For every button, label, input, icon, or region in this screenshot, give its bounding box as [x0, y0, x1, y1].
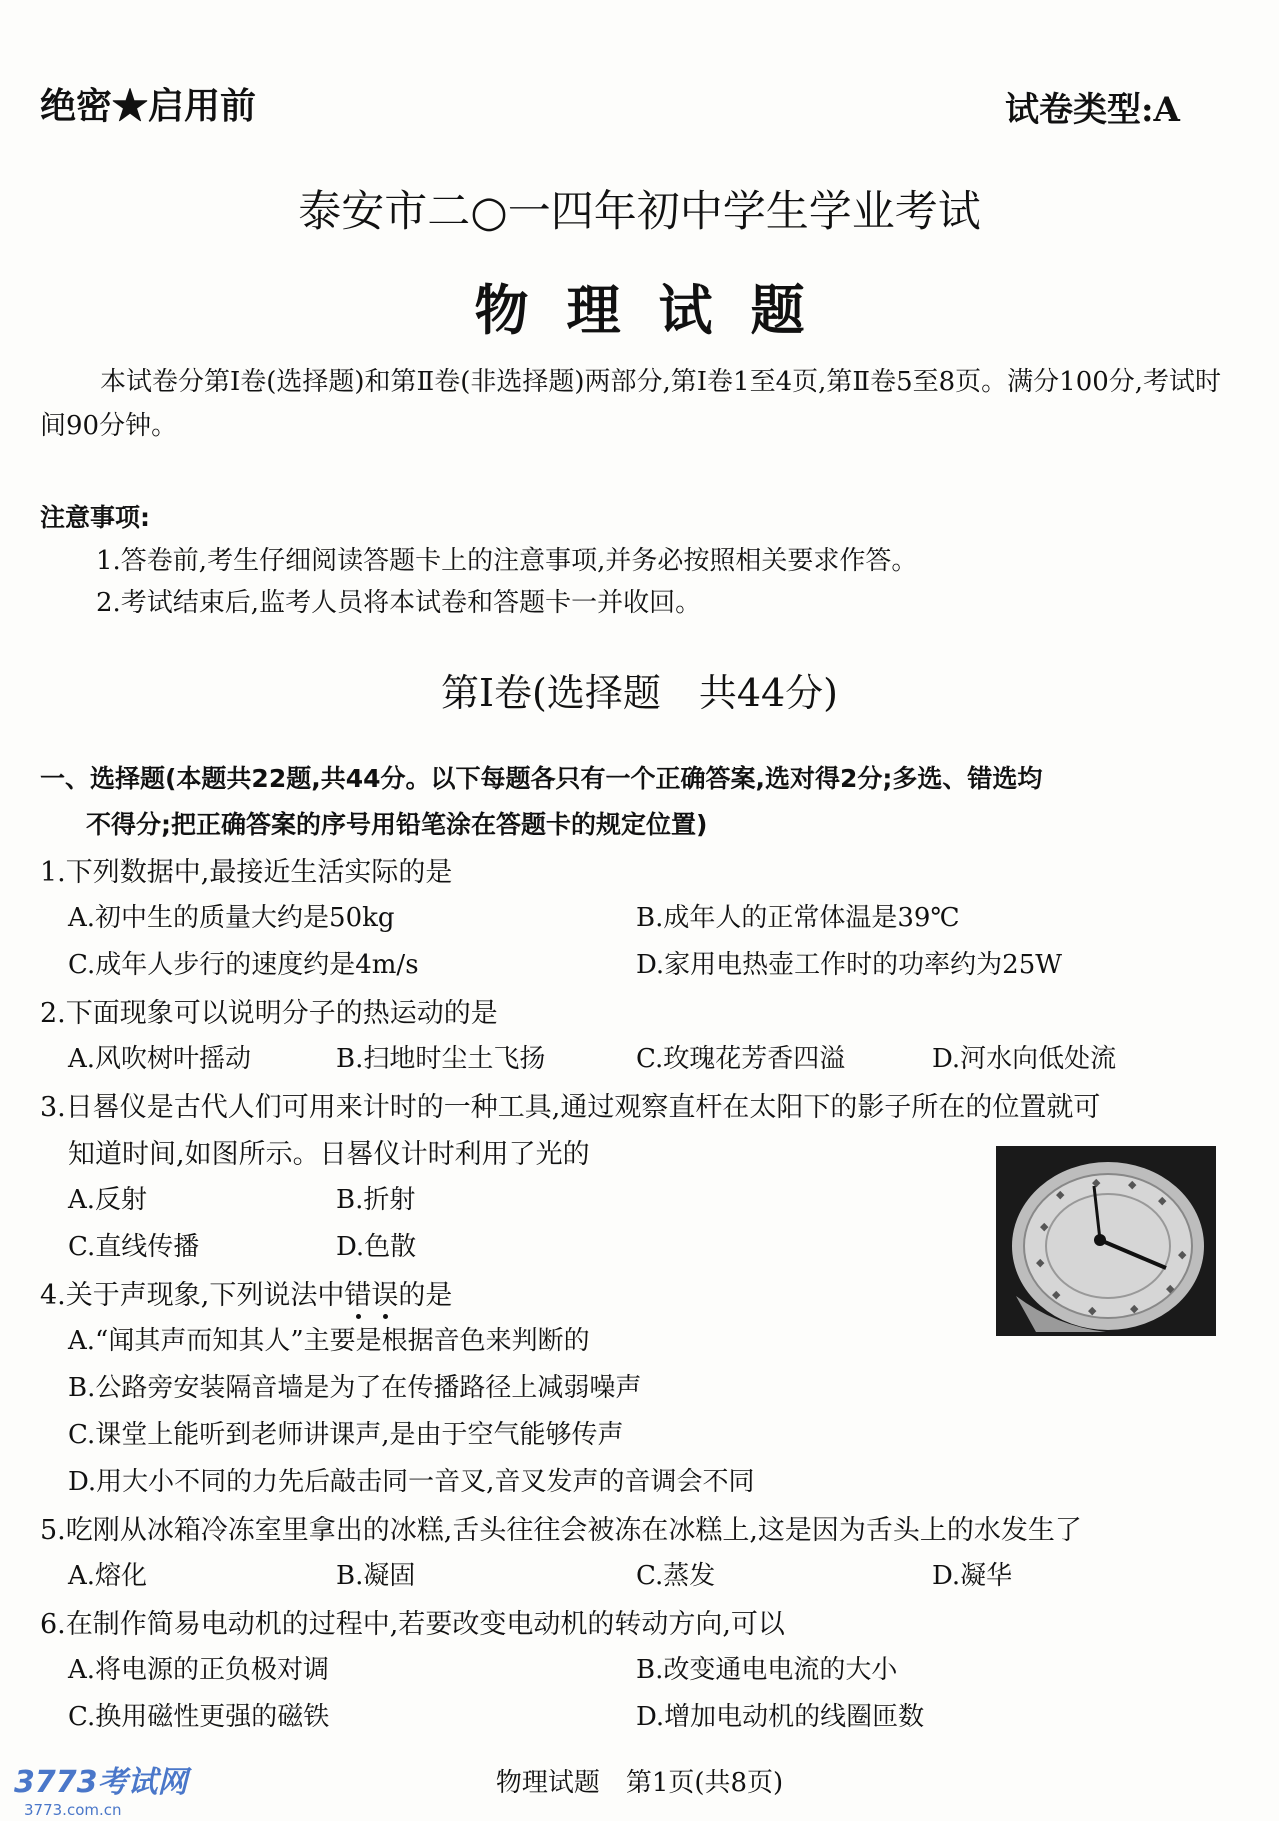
- page-footer: 物理试题 第1页(共8页): [495, 1768, 784, 1798]
- subject-title: 物理试题: [474, 278, 843, 342]
- question-6-option-b: B.改变通电电流的大小: [636, 1655, 898, 1685]
- question-3-option-a: A.反射: [68, 1185, 148, 1215]
- svg-text:◆: ◆: [1052, 1288, 1061, 1301]
- question-1-option-a: A.初中生的质量大约是50kg: [68, 903, 395, 933]
- question-5-option-b: B.凝固: [336, 1561, 416, 1591]
- question-2-option-c: C.玫瑰花芳香四溢: [636, 1044, 846, 1074]
- question-5-option-d: D.凝华: [932, 1561, 1013, 1591]
- watermark-main: 3773考试网: [14, 1765, 188, 1800]
- question-4-stem-prefix: 4.关于声现象,下列说法中: [40, 1280, 345, 1311]
- question-5-option-c: C.蒸发: [636, 1561, 716, 1591]
- svg-text:◆: ◆: [1166, 1282, 1175, 1295]
- svg-text:◆: ◆: [1092, 1176, 1101, 1189]
- question-5-option-a: A.熔化: [68, 1561, 148, 1591]
- part1-heading-line2: 不得分;把正确答案的序号用铅笔涂在答题卡的规定位置): [86, 810, 708, 839]
- question-3-stem-line2: 知道时间,如图所示。日晷仪计时利用了光的: [68, 1139, 590, 1170]
- notes-title: 注意事项:: [40, 503, 150, 532]
- question-6-option-a: A.将电源的正负极对调: [68, 1655, 330, 1685]
- watermark-sub: 3773.com.cn: [24, 1801, 122, 1819]
- sundial-figure: [996, 1146, 1216, 1336]
- question-4-option-b: B.公路旁安装隔音墙是为了在传播路径上减弱噪声: [68, 1373, 642, 1403]
- confidential-label: 绝密★启用前: [40, 85, 257, 127]
- section-title: 第Ⅰ卷(选择题 共44分): [440, 671, 838, 715]
- question-6-option-d: D.增加电动机的线圈匝数: [636, 1702, 925, 1732]
- svg-text:◆: ◆: [1040, 1220, 1049, 1233]
- question-4-stem-suffix: 的是: [398, 1280, 453, 1311]
- question-4-emphasis-2: 误: [371, 1280, 399, 1311]
- paper-type-label: 试卷类型:A: [1005, 90, 1180, 130]
- question-3-option-d: D.色散: [336, 1232, 417, 1262]
- svg-text:◆: ◆: [1178, 1248, 1187, 1261]
- question-4-option-c: C.课堂上能听到老师讲课声,是由于空气能够传声: [68, 1420, 624, 1450]
- svg-text:◆: ◆: [1130, 1302, 1139, 1315]
- intro-paragraph: 本试卷分第Ⅰ卷(选择题)和第Ⅱ卷(非选择题)两部分,第Ⅰ卷1至4页,第Ⅱ卷5至8页。满分100分,考试时间90分钟。: [40, 367, 1222, 441]
- svg-text:◆: ◆: [1158, 1194, 1167, 1207]
- question-4-option-d: D.用大小不同的力先后敲击同一音叉,音叉发声的音调会不同: [68, 1467, 755, 1497]
- question-1-stem: 1.下列数据中,最接近生活实际的是: [40, 857, 453, 888]
- question-2-option-d: D.河水向低处流: [932, 1044, 1117, 1074]
- question-5-stem: 5.吃刚从冰箱冷冻室里拿出的冰糕,舌头往往会被冻在冰糕上,这是因为舌头上的水发生了: [40, 1515, 1082, 1546]
- svg-text:◆: ◆: [1036, 1256, 1045, 1269]
- question-3-option-c: C.直线传播: [68, 1232, 200, 1262]
- question-3-option-b: B.折射: [336, 1185, 416, 1215]
- question-1-option-d: D.家用电热壶工作时的功率约为25W: [636, 950, 1062, 980]
- question-2-option-b: B.扫地时尘土飞扬: [336, 1044, 546, 1074]
- question-2-stem: 2.下面现象可以说明分子的热运动的是: [40, 998, 498, 1029]
- part1-heading-line1: 一、选择题(本题共22题,共44分。以下每题各只有一个正确答案,选对得2分;多选、错选均: [40, 764, 1043, 793]
- note-item: 2.考试结束后,监考人员将本试卷和答题卡一并收回。: [96, 588, 702, 618]
- svg-text:◆: ◆: [1088, 1304, 1097, 1317]
- svg-text:◆: ◆: [1056, 1188, 1065, 1201]
- question-2-option-a: A.风吹树叶摇动: [68, 1044, 252, 1074]
- question-4-emphasis-1: 错: [344, 1280, 372, 1311]
- svg-text:◆: ◆: [1128, 1178, 1137, 1191]
- watermark-logo: [14, 1757, 188, 1819]
- question-3-stem-line1: 3.日晷仪是古代人们可用来计时的一种工具,通过观察直杆在太阳下的影子所在的位置就可: [40, 1092, 1101, 1123]
- question-1-option-c: C.成年人步行的速度约是4m/s: [68, 950, 419, 980]
- part1-heading: [40, 756, 1225, 848]
- question-6-option-c: C.换用磁性更强的磁铁: [68, 1702, 330, 1732]
- question-4-option-a: A.“闻其声而知其人”主要是根据音色来判断的: [68, 1326, 590, 1356]
- note-item: 1.答卷前,考生仔细阅读答题卡上的注意事项,并务必按照相关要求作答。: [96, 546, 918, 576]
- question-1-option-b: B.成年人的正常体温是39℃: [636, 903, 960, 933]
- question-6-stem: 6.在制作简易电动机的过程中,若要改变电动机的转动方向,可以: [40, 1609, 785, 1640]
- exam-title: 泰安市二○一四年初中学生学业考试: [298, 187, 981, 237]
- question-4-stem: [40, 1273, 452, 1312]
